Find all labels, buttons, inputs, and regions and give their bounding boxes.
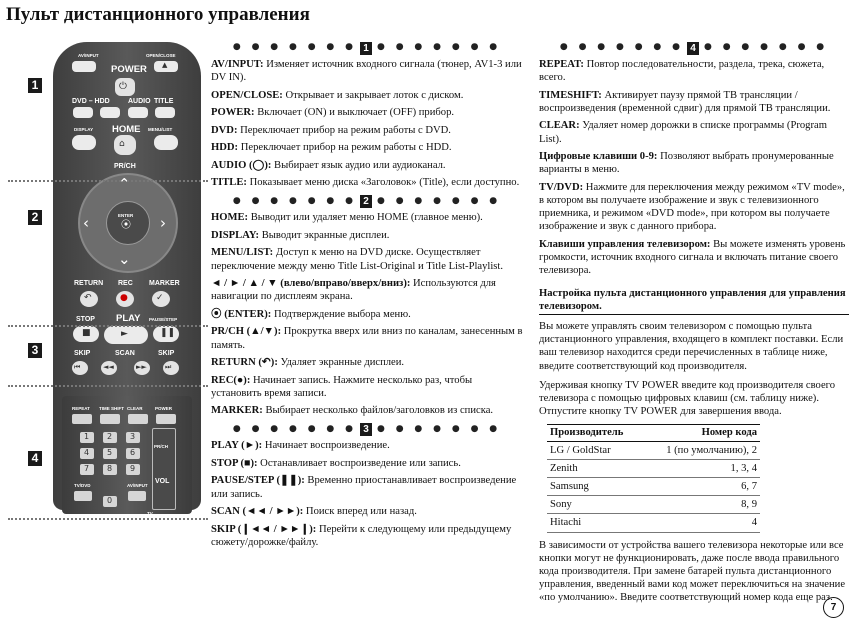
table-header-manufacturer: Производитель xyxy=(547,425,643,441)
manufacturer-cell: Samsung xyxy=(547,477,643,495)
tv-dvd-button xyxy=(74,491,92,501)
description-text: Удаляет экранные дисплеи. xyxy=(277,357,405,369)
remote-enter-label: ENTER xyxy=(118,213,134,218)
remote-vol-label: VOL xyxy=(155,478,170,485)
eject-icon: ▲ xyxy=(162,61,168,69)
description-item xyxy=(211,277,523,303)
home-button xyxy=(114,135,136,155)
description-item xyxy=(211,176,523,189)
digit-key-0: 0 xyxy=(103,496,117,507)
remote-pause-step-label: PAUSE/STEP xyxy=(149,317,178,322)
fast-forward-icon: ►► xyxy=(136,363,147,371)
description-term: RETURN (↶): xyxy=(211,357,278,369)
remote-timeshift-label: TIME SHIFT xyxy=(99,406,124,411)
description-text: Включает (ON) и выключает (OFF) прибор. xyxy=(254,107,455,119)
description-term: MENU/LIST: xyxy=(211,247,274,259)
description-item xyxy=(211,308,523,321)
remote-pr-ch-label: PR/CH xyxy=(114,163,136,170)
tv-setup-intro: Вы можете управлять своим телевизором с помощью пульта дистанционного управления, входящего в комплект поставки. Если ваш телевизор находится среди перечисленных в таблице ниже, введите соответствующий код производителя. xyxy=(539,320,844,372)
digit-key-6: 6 xyxy=(126,448,140,459)
remote-skip-left-label: SKIP xyxy=(74,350,91,357)
return-icon: ↶ xyxy=(84,293,92,303)
description-item xyxy=(211,523,523,549)
arrow-down-icon: ⌄ xyxy=(118,250,131,268)
section-divider-3-4 xyxy=(8,385,208,387)
description-text: Показывает меню диска «Заголовок» (Title), если доступно. xyxy=(246,177,520,189)
remote-power-small-label: POWER xyxy=(155,406,173,411)
description-text: Переключает прибор на режим работы с HDD. xyxy=(238,142,452,154)
manufacturer-cell: Hitachi xyxy=(547,514,643,532)
remote-menu-list-label: MENU/LIST xyxy=(148,127,173,132)
description-item xyxy=(211,159,523,172)
open-close-button xyxy=(154,61,178,72)
title-button xyxy=(155,107,175,118)
play-icon: ► xyxy=(121,329,128,339)
section-4-list xyxy=(539,58,849,278)
description-term: PAUSE/STEP (❚❚): xyxy=(211,475,305,487)
manufacturer-cell: LG / GoldStar xyxy=(547,441,643,459)
code-cell: 4 xyxy=(643,514,760,532)
section-marker-4: 4 xyxy=(28,451,42,466)
code-cell: 8, 9 xyxy=(643,496,760,514)
manufacturer-code-table xyxy=(547,424,760,532)
description-item xyxy=(539,238,849,278)
section-divider-end xyxy=(8,518,208,520)
description-column-2 xyxy=(539,41,849,609)
section-2-list xyxy=(211,211,523,417)
remote-clear-label: CLEAR xyxy=(127,406,143,411)
description-item xyxy=(211,141,523,154)
section-3-list xyxy=(211,439,523,549)
skip-forward-button xyxy=(163,361,179,375)
page-title: Пульт дистанционного управления xyxy=(6,4,310,25)
description-text: Изменяет источник входного сигнала (тюнер, AV1-3 или DV IN). xyxy=(211,59,522,84)
display-button xyxy=(72,135,96,150)
table-row xyxy=(547,459,760,477)
description-term: HDD: xyxy=(211,142,239,154)
manufacturer-cell: Zenith xyxy=(547,459,643,477)
section-divider-2-3 xyxy=(8,325,208,327)
tv-power-button xyxy=(156,414,176,424)
page-number: 7 xyxy=(823,597,844,618)
menu-list-button xyxy=(154,135,178,150)
description-term: TITLE: xyxy=(211,177,247,189)
section-header-2: ● ● ● ● ● ● ● 2 ● ● ● ● ● ● ● xyxy=(232,195,502,207)
rewind-icon: ◄◄ xyxy=(103,363,114,371)
remote-av-input-small-label: AV/INPUT xyxy=(127,483,148,488)
stop-icon: ■ xyxy=(82,328,91,338)
power-icon: ⏻ xyxy=(119,81,127,92)
digit-key-1: 1 xyxy=(80,432,94,443)
description-item xyxy=(211,246,523,272)
description-text: Поиск вперед или назад. xyxy=(303,506,417,518)
remote-display-label: DISPLAY xyxy=(74,127,94,132)
code-cell: 1, 3, 4 xyxy=(643,459,760,477)
description-term: REC(●): xyxy=(211,374,251,386)
remote-audio-label: AUDIO xyxy=(128,98,151,105)
description-text: Прокрутка вверх или вниз по каналам, занесенным в память. xyxy=(211,326,523,351)
arrow-up-icon: ⌃ xyxy=(118,175,131,193)
description-term: POWER: xyxy=(211,107,255,119)
skip-back-button xyxy=(72,361,88,375)
description-term: SKIP (❙◄◄ / ►►❙): xyxy=(211,523,317,535)
return-button xyxy=(80,291,98,307)
stop-button xyxy=(73,326,99,342)
timeshift-button xyxy=(100,414,120,424)
code-cell: 6, 7 xyxy=(643,477,760,495)
description-text: Выводит или удаляет меню HOME (главное меню). xyxy=(248,212,483,224)
description-text: Повтор последовательности, раздела, трека, сюжета, всего. xyxy=(539,59,825,84)
rec-button xyxy=(116,291,134,307)
remote-scan-label: SCAN xyxy=(115,350,135,357)
play-button xyxy=(104,326,148,344)
remote-return-label: RETURN xyxy=(74,280,104,287)
section-header-4: ● ● ● ● ● ● ● 4 ● ● ● ● ● ● ● xyxy=(559,42,829,54)
remote-tv-label: TV xyxy=(147,511,153,516)
av-input-button xyxy=(72,61,96,72)
description-term: HOME: xyxy=(211,212,249,224)
description-item xyxy=(211,58,523,84)
description-text: Подтверждение выбора меню. xyxy=(271,308,411,320)
description-column-1 xyxy=(211,41,523,553)
description-text: Выводит экранные дисплеи. xyxy=(259,229,390,241)
description-term: PLAY (►): xyxy=(211,440,263,452)
description-item xyxy=(211,106,523,119)
repeat-button xyxy=(72,414,92,424)
remote-stop-label: STOP xyxy=(76,316,95,323)
section-1-list xyxy=(211,58,523,189)
description-text: Позволяют выбрать пронумерованные варианты в меню. xyxy=(539,151,834,176)
table-row xyxy=(547,514,760,532)
description-item xyxy=(211,124,523,137)
table-row xyxy=(547,441,760,459)
description-text: Выбирает несколько файлов/заголовков из списка. xyxy=(262,405,494,417)
description-text: Останавливает воспроизведение или запись. xyxy=(257,457,461,469)
arrow-right-icon: › xyxy=(160,214,166,232)
remote-tv-dvd-label: TV/DVD xyxy=(74,483,91,488)
digit-key-5: 5 xyxy=(103,448,117,459)
dvd-button xyxy=(73,107,93,118)
description-item xyxy=(211,89,523,102)
digit-key-9: 9 xyxy=(126,464,140,475)
section-header-1: ● ● ● ● ● ● ● 1 ● ● ● ● ● ● ● xyxy=(232,42,502,54)
description-item xyxy=(211,374,523,400)
description-term: OPEN/CLOSE: xyxy=(211,89,283,101)
description-term: CLEAR: xyxy=(539,120,580,132)
table-row xyxy=(547,496,760,514)
clear-button xyxy=(128,414,148,424)
description-item xyxy=(211,325,523,351)
remote-pr-ch-small-label: PR/CH xyxy=(154,444,169,449)
description-text: Начинает воспроизведение. xyxy=(262,440,390,452)
home-icon: ⌂ xyxy=(119,139,125,149)
description-text: Переключает прибор на режим работы с DVD. xyxy=(237,124,451,136)
remote-play-label: PLAY xyxy=(116,313,141,324)
description-text: Временно приостанавливает воспроизведение или запись. xyxy=(211,475,517,500)
description-term: DVD: xyxy=(211,124,238,136)
description-item xyxy=(539,58,849,84)
description-term: AUDIO (◯): xyxy=(211,159,272,171)
description-item xyxy=(539,181,849,234)
description-term: Цифровые клавиши 0-9: xyxy=(539,151,658,163)
hdd-button xyxy=(100,107,120,118)
description-item xyxy=(211,211,523,224)
arrow-left-icon: ‹ xyxy=(83,214,89,232)
tv-setup-instructions: Удерживая кнопку TV POWER введите код производителя своего телевизора с помощью цифровых клавиш (см. таблицу ниже). Отпустите кнопку TV POWER для завершения ввода. xyxy=(539,379,836,418)
table-header-code: Номер кода xyxy=(643,425,760,441)
description-item xyxy=(539,150,849,176)
description-text: Нажмите для переключения между режимом «TV mode», в котором вы получаете изображение и звук с телевизионного приемника, и режимом «DVD mode», при котором вы получаете изображение и звук с данного прибора. xyxy=(539,181,845,233)
pause-step-button xyxy=(153,326,179,342)
description-text: Удаляет номер дорожки в списке программы (Program List). xyxy=(539,120,827,145)
remote-marker-label: MARKER xyxy=(149,280,180,287)
power-button xyxy=(115,78,135,96)
section-marker-3: 3 xyxy=(28,343,42,358)
remote-dvd-hdd-label: DVD – HDD xyxy=(72,98,110,105)
description-item xyxy=(211,474,523,500)
description-term: TV/DVD: xyxy=(539,181,584,193)
description-item xyxy=(211,439,523,452)
description-text: Доступ к меню на DVD диске. Осуществляет переключение между меню Title List-Original и Title List-Playlist. xyxy=(211,247,504,272)
audio-button xyxy=(128,107,148,118)
tv-setup-heading: Настройка пульта дистанционного управления для управления телевизором. xyxy=(539,287,849,315)
description-item xyxy=(211,229,523,242)
skip-back-icon: ⏮ xyxy=(74,363,81,371)
description-item xyxy=(539,89,849,115)
description-text: Начинает запись. Нажмите несколько раз, чтобы установить время записи. xyxy=(211,374,473,399)
description-text: Используются для навигации по дисплеям экрана. xyxy=(211,278,496,303)
pause-icon: ❚❚ xyxy=(160,328,176,338)
section-marker-2: 2 xyxy=(28,210,42,225)
description-term: PR/CH (▲/▼): xyxy=(211,326,282,338)
rec-icon: ● xyxy=(120,293,128,303)
description-term: STOP (■): xyxy=(211,457,258,469)
description-term: ⦿ (ENTER): xyxy=(211,308,272,320)
description-item xyxy=(211,505,523,518)
remote-rec-label: REC xyxy=(118,280,133,287)
check-icon: ✓ xyxy=(156,293,164,303)
description-text: Выбирает язык аудио или аудиоканал. xyxy=(271,159,446,171)
digit-key-8: 8 xyxy=(103,464,117,475)
digit-key-7: 7 xyxy=(80,464,94,475)
remote-power-label: POWER xyxy=(111,64,147,75)
description-item xyxy=(211,457,523,470)
digit-key-3: 3 xyxy=(126,432,140,443)
digit-key-4: 4 xyxy=(80,448,94,459)
code-cell: 1 (по умолчанию), 2 xyxy=(643,441,760,459)
tv-setup-note: В зависимости от устройства вашего телевизора некоторые или все кнопки могут не функционировать, даже после ввода правильного кода производителя. При замене батарей пульта дистанционного управления, введенный вами код может переключиться на значение «по умолчанию». Введите соответствующий номер кода еще раз. xyxy=(539,539,846,604)
remote-home-label: HOME xyxy=(112,124,141,135)
section-header-3: ● ● ● ● ● ● ● 3 ● ● ● ● ● ● ● xyxy=(232,423,502,435)
tv-av-input-button xyxy=(128,491,146,501)
scan-forward-button xyxy=(134,361,150,375)
remote-skip-right-label: SKIP xyxy=(158,350,175,357)
description-item xyxy=(539,119,849,145)
description-item xyxy=(211,356,523,369)
description-term: SCAN (◄◄ / ►►): xyxy=(211,506,304,518)
section-marker-1: 1 xyxy=(28,78,42,93)
description-text: Открывает и закрывает лоток с диском. xyxy=(282,89,464,101)
remote-title-label: TITLE xyxy=(154,98,174,105)
description-text: Активирует паузу прямой ТВ трансляции / воспроизведения (временной сдвиг) для прямой ТВ трансляции. xyxy=(539,89,831,114)
remote-open-close-label: OPEN/CLOSE xyxy=(146,53,176,58)
description-term: DISPLAY: xyxy=(211,229,260,241)
table-row xyxy=(547,477,760,495)
remote-repeat-label: REPEAT xyxy=(72,406,90,411)
description-term: Клавиши управления телевизором: xyxy=(539,238,711,250)
description-term: MARKER: xyxy=(211,405,263,417)
description-text: Перейти к следующему или предыдущему сюжету/дорожке/файлу. xyxy=(211,523,512,548)
description-term: AV/INPUT: xyxy=(211,59,264,70)
skip-forward-icon: ⏭ xyxy=(165,363,172,371)
manufacturer-cell: Sony xyxy=(547,496,643,514)
digit-key-2: 2 xyxy=(103,432,117,443)
scan-back-button xyxy=(101,361,117,375)
description-term: ◄ / ► / ▲ / ▼ (влево/вправо/вверх/вниз): xyxy=(211,278,411,290)
section-divider-1-2 xyxy=(8,180,208,182)
description-term: TIMESHIFT: xyxy=(539,89,602,101)
remote-av-input-label: AV/INPUT xyxy=(78,53,99,58)
tv-rocker-panel xyxy=(152,428,176,510)
description-term: REPEAT: xyxy=(539,59,584,70)
description-item xyxy=(211,404,523,417)
marker-button xyxy=(152,291,170,307)
enter-icon: ⦿ xyxy=(121,220,131,231)
description-text: Вы можете изменять уровень громкости, источник входного сигнала и включать питание своего телевизора. xyxy=(539,238,846,277)
